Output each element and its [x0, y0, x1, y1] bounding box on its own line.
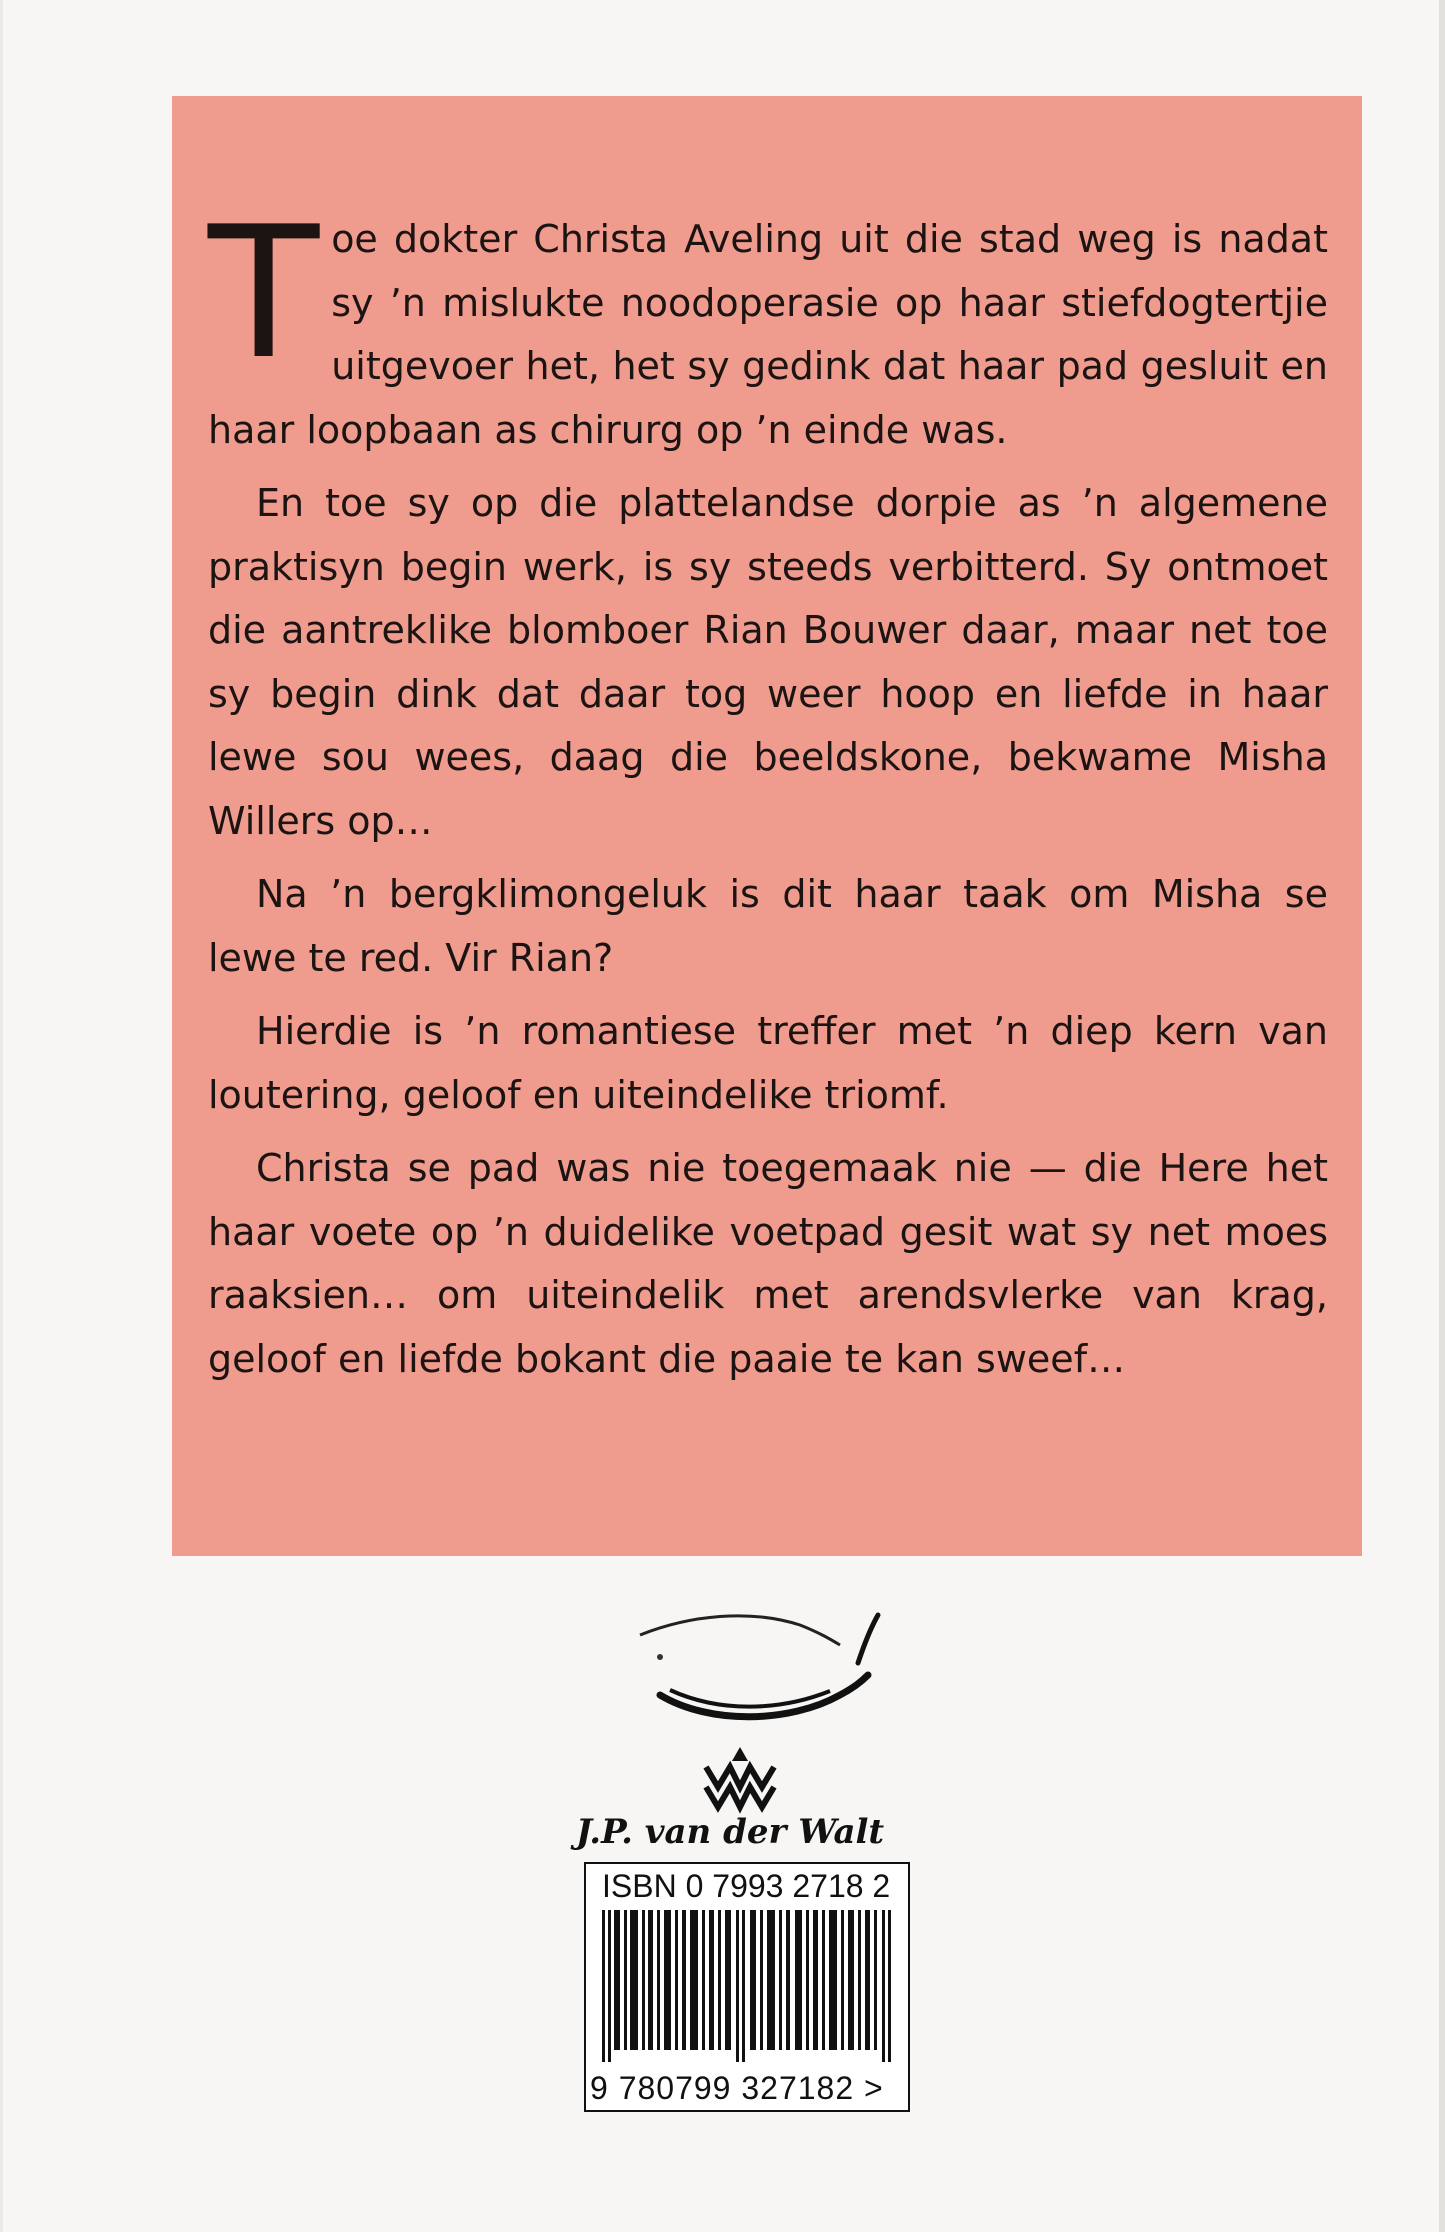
blurb-paragraph-2: En toe sy op die plattelandse dorpie as ’n algemene praktisyn begin werk, is sy steeds verbitterd. Sy ontmoet die aantreklike blomboer Rian Bouwer daar, maar net toe sy begin dink dat daar tog weer hoop en liefde in haar lewe sou wees, daag die beeldskone, bekwame Misha Willers op…	[208, 481, 1328, 843]
crown-logo-icon	[700, 1745, 780, 1815]
fish-logo-icon	[630, 1595, 890, 1725]
blurb-paragraph-5: Christa se pad was nie toegemaak nie — die Here het haar voete op ’n duidelike voetpad gesit wat sy net moes raaksien… om uiteindelik met arendsvlerke van krag, geloof en liefde bokant die paaie te kan sweef…	[208, 1146, 1328, 1381]
cover-edge-right	[1439, 0, 1445, 2232]
publisher-name: J.P. van der Walt	[575, 1812, 885, 1852]
cover-edge-left	[0, 0, 3, 2232]
blurb-paragraph-1	[208, 187, 1328, 462]
blurb-paragraph-4: Hierdie is ’n romantiese treffer met ’n diep kern van loutering, geloof en uiteindelike triomf.	[208, 1009, 1328, 1117]
barcode-digits: 9 780799 327182 >	[590, 2070, 884, 2106]
isbn-barcode-box	[584, 1862, 910, 2112]
blurb-text	[208, 187, 1328, 1401]
blurb-paragraph-3: Na ’n bergklimongeluk is dit haar taak om Misha se lewe te red. Vir Rian?	[208, 872, 1328, 980]
blurb-paragraph-1-text: oe dokter Christa Aveling uit die stad weg is nadat sy ’n mislukte noodoperasie op haar stiefdogtertjie uitgevoer het, het sy gedink dat haar pad gesluit en haar loopbaan as chirurg op ’n einde was.	[208, 217, 1328, 452]
barcode-icon	[602, 1910, 894, 2062]
blurb-panel	[172, 96, 1362, 1556]
drop-cap: T	[208, 187, 320, 399]
isbn-label: ISBN 0 7993 2718 2	[602, 1868, 891, 1904]
